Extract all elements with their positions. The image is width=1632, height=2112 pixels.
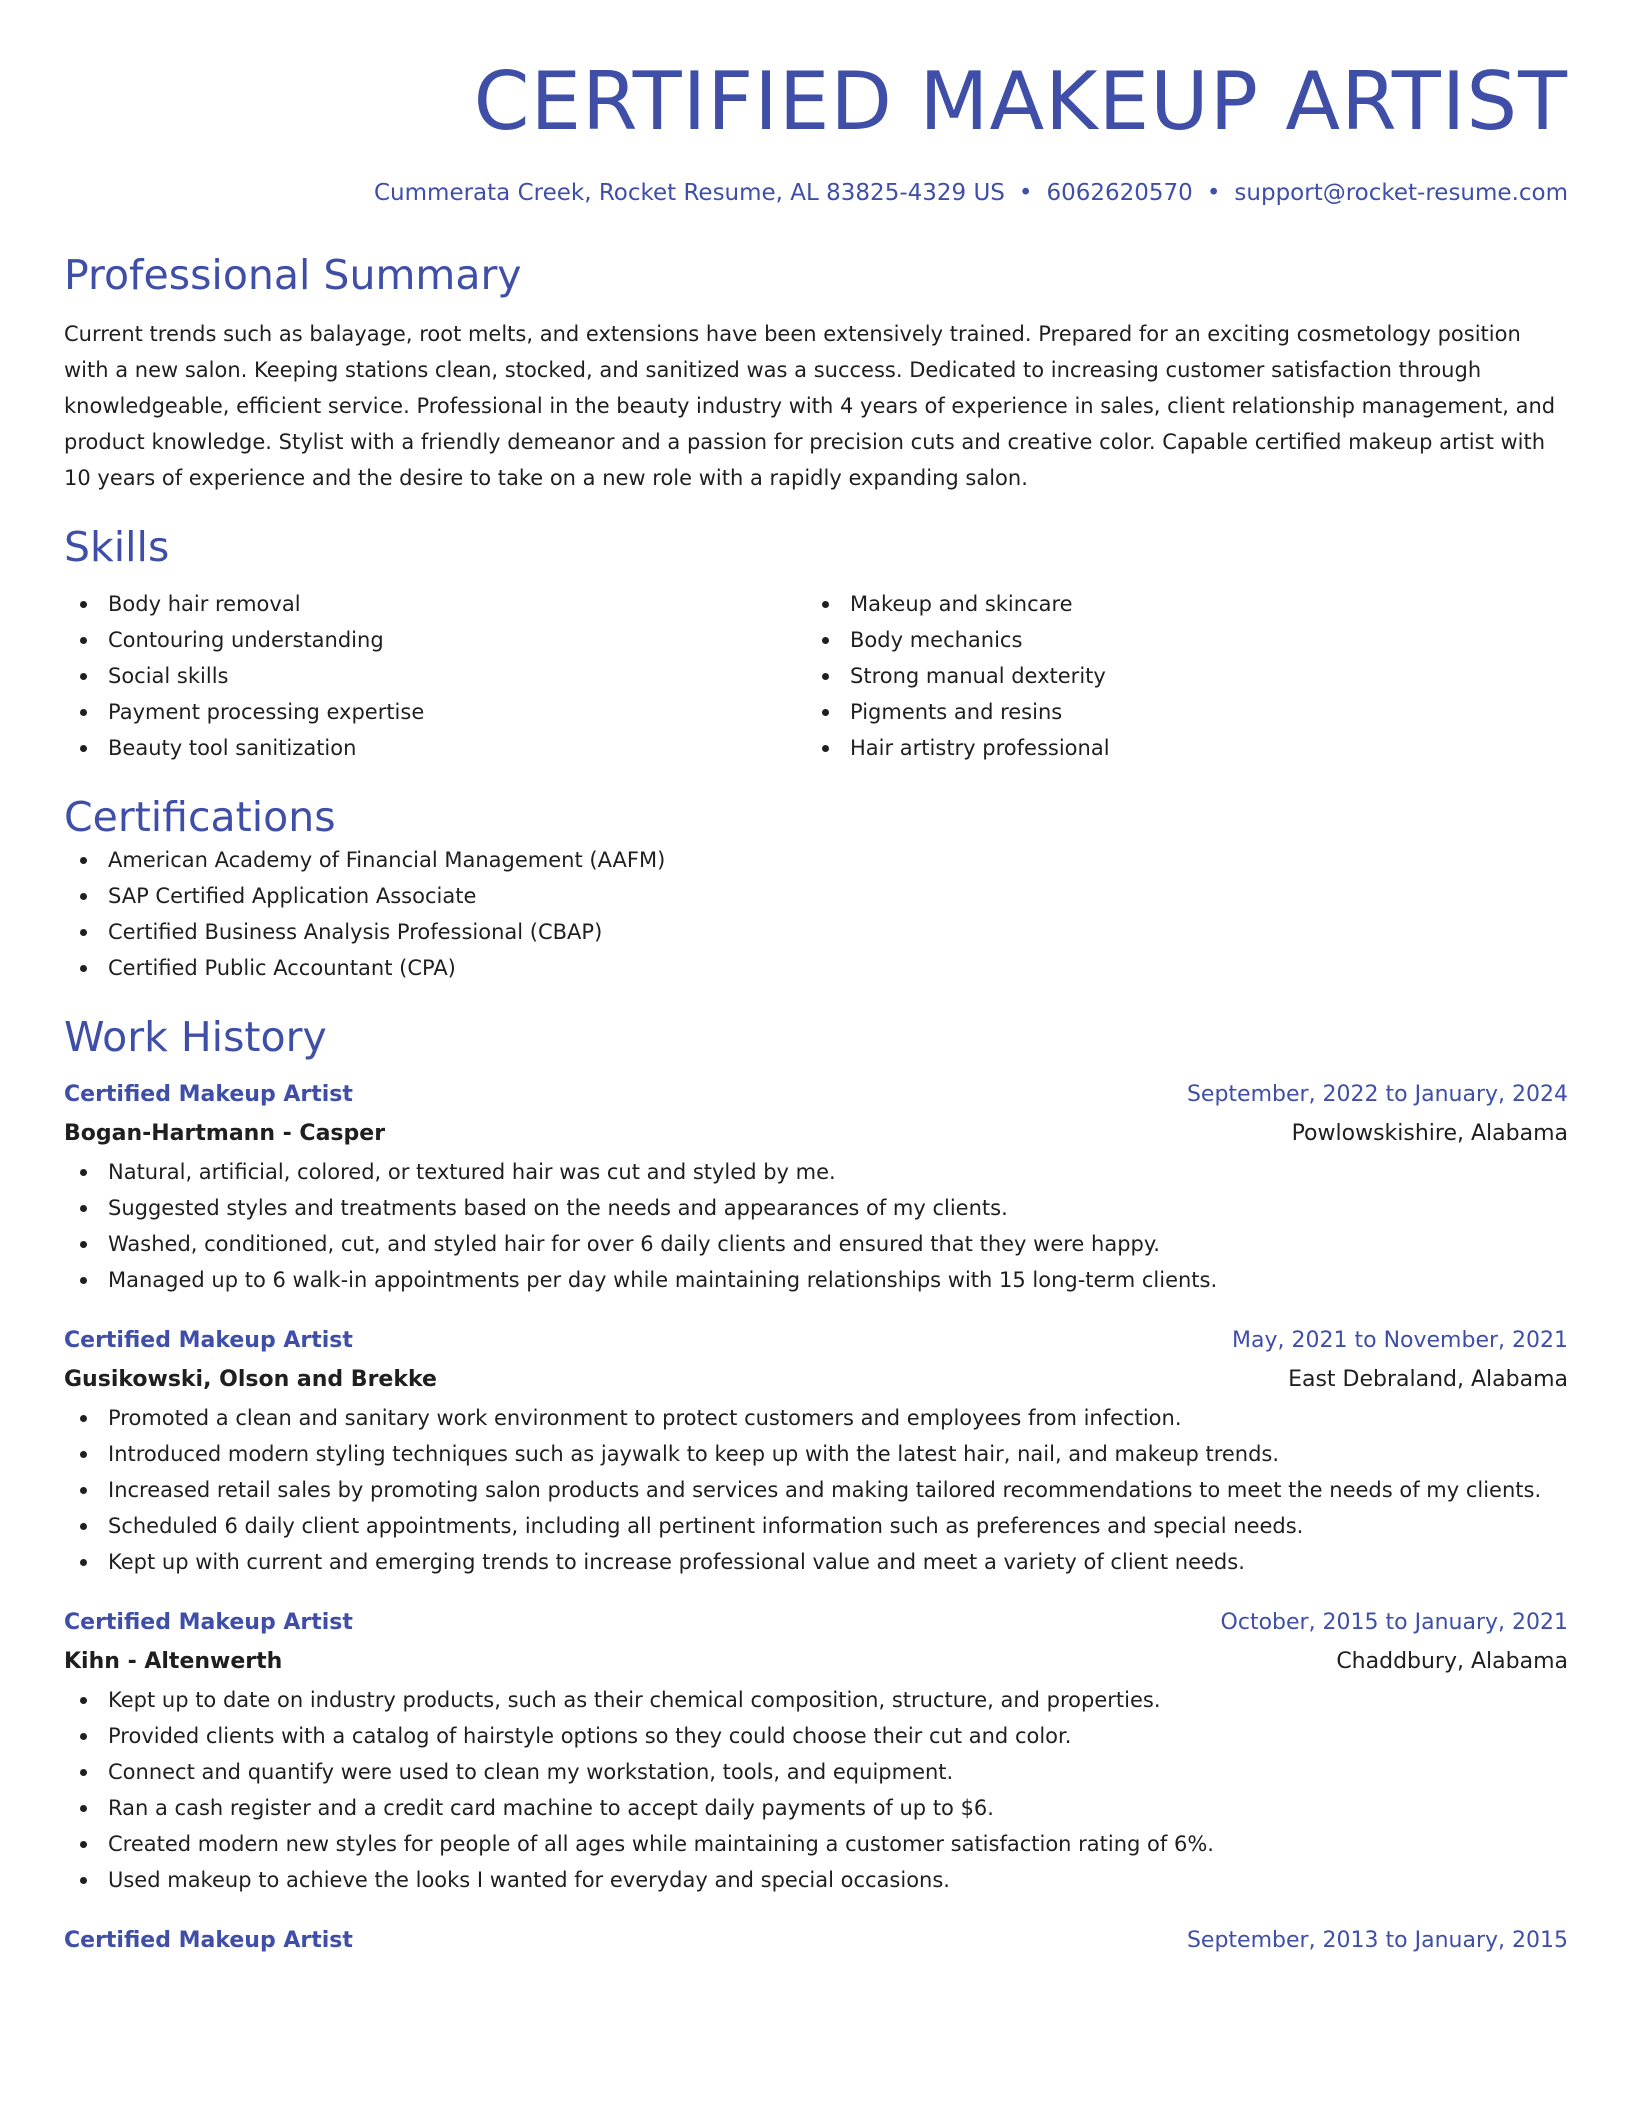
job-header-row <box>64 1922 1568 1960</box>
job-bullet: Washed, conditioned, cut, and styled hair for over 6 daily clients and ensured that they were happy. <box>64 1226 1568 1262</box>
job-header-row <box>64 1604 1568 1642</box>
section-title-skills: Skills <box>64 523 170 571</box>
section-title-certifications: Certifications <box>64 793 336 841</box>
job-bullet: Used makeup to achieve the looks I wanted for everyday and special occasions. <box>64 1862 1568 1898</box>
job-header-row <box>64 1076 1568 1114</box>
job-title: Certified Makeup Artist <box>64 1610 353 1635</box>
skill-item: Contouring understanding <box>64 622 806 658</box>
job-bullets <box>64 1682 1568 1898</box>
job-entry <box>64 1322 1568 1580</box>
job-title: Certified Makeup Artist <box>64 1082 353 1107</box>
job-dates: May, 2021 to November, 2021 <box>1232 1328 1568 1353</box>
contact-phone: 6062620570 <box>1046 180 1193 206</box>
skills-column-left <box>64 586 806 766</box>
skill-item: Strong manual dexterity <box>806 658 1548 694</box>
job-bullet: Introduced modern styling techniques such as jaywalk to keep up with the latest hair, nail, and makeup trends. <box>64 1436 1568 1472</box>
skill-item: Pigments and resins <box>806 694 1548 730</box>
job-dates: September, 2022 to January, 2024 <box>1186 1082 1568 1107</box>
job-bullet: Promoted a clean and sanitary work environment to protect customers and employees from infection. <box>64 1400 1568 1436</box>
job-bullets <box>64 1400 1568 1580</box>
job-location: Powlowskishire, Alabama <box>1291 1121 1568 1146</box>
certification-item: Certified Public Accountant (CPA) <box>64 950 1568 986</box>
skill-item: Social skills <box>64 658 806 694</box>
job-bullet: Natural, artificial, colored, or textured hair was cut and styled by me. <box>64 1154 1568 1190</box>
job-bullet: Connect and quantify were used to clean my workstation, tools, and equipment. <box>64 1754 1568 1790</box>
skills-grid <box>64 586 1568 766</box>
summary-text: Current trends such as balayage, root melts, and extensions have been extensively trained. Prepared for an exciting cosmetology position with a new salon. Keeping stations clean, stocked, and sanitized was a success. Dedicated to increasing customer satisfaction through knowledgeable, efficient service. Professional in the beauty industry with 4 years of experience in sales, client relationship management, and product knowledge. Stylist with a friendly demeanor and a passion for precision cuts and creative color. Capable certified makeup artist with 10 years of experience and the desire to take on a new role with a rapidly expanding salon. <box>64 322 1556 490</box>
job-company: Bogan-Hartmann - Casper <box>64 1121 386 1146</box>
job-company: Gusikowski, Olson and Brekke <box>64 1367 437 1392</box>
job-bullet: Kept up to date on industry products, such as their chemical composition, structure, and properties. <box>64 1682 1568 1718</box>
certification-item: Certified Business Analysis Professional (CBAP) <box>64 914 1568 950</box>
section-title-work-history: Work History <box>64 1013 327 1061</box>
skill-item: Body hair removal <box>64 586 806 622</box>
contact-separator: • <box>1206 180 1221 206</box>
certification-item: American Academy of Financial Management (AAFM) <box>64 842 1568 878</box>
skills-list-left <box>64 586 806 766</box>
job-bullet: Created modern new styles for people of all ages while maintaining a customer satisfaction rating of 6%. <box>64 1826 1568 1862</box>
job-title: Certified Makeup Artist <box>64 1328 353 1353</box>
job-location: East Debraland, Alabama <box>1288 1367 1568 1392</box>
job-entry <box>64 1604 1568 1898</box>
section-title-summary: Professional Summary <box>64 251 522 299</box>
skill-item: Payment processing expertise <box>64 694 806 730</box>
job-entry <box>64 1076 1568 1298</box>
job-bullets <box>64 1154 1568 1298</box>
job-dates: October, 2015 to January, 2021 <box>1220 1610 1568 1635</box>
resume-header <box>64 0 1568 208</box>
skills-list-right <box>806 586 1548 766</box>
skill-item: Hair artistry professional <box>806 730 1548 766</box>
contact-separator: • <box>1018 180 1033 206</box>
certifications-list <box>64 842 1568 986</box>
contact-line <box>64 178 1568 208</box>
contact-address: Cummerata Creek, Rocket Resume, AL 83825-4329 US <box>374 180 1005 206</box>
job-company: Kihn - Altenwerth <box>64 1649 283 1674</box>
job-bullet: Kept up with current and emerging trends to increase professional value and meet a variety of client needs. <box>64 1544 1568 1580</box>
job-bullet: Suggested styles and treatments based on the needs and appearances of my clients. <box>64 1190 1568 1226</box>
job-title: Certified Makeup Artist <box>64 1928 353 1953</box>
job-bullet: Scheduled 6 daily client appointments, including all pertinent information such as preferences and special needs. <box>64 1508 1568 1544</box>
contact-email[interactable]: support@rocket-resume.com <box>1234 180 1568 206</box>
resume-name: CERTIFIED MAKEUP ARTIST <box>473 55 1568 148</box>
job-company-row <box>64 1642 1568 1682</box>
skill-item: Body mechanics <box>806 622 1548 658</box>
skills-column-right <box>806 586 1548 766</box>
job-dates: September, 2013 to January, 2015 <box>1186 1928 1568 1953</box>
certification-item: SAP Certified Application Associate <box>64 878 1568 914</box>
job-bullet: Increased retail sales by promoting salon products and services and making tailored recommendations to meet the needs of my clients. <box>64 1472 1568 1508</box>
job-bullet: Ran a cash register and a credit card machine to accept daily payments of up to $6. <box>64 1790 1568 1826</box>
job-bullet: Provided clients with a catalog of hairstyle options so they could choose their cut and color. <box>64 1718 1568 1754</box>
job-entry <box>64 1922 1568 1960</box>
job-bullet: Managed up to 6 walk-in appointments per day while maintaining relationships with 15 long-term clients. <box>64 1262 1568 1298</box>
job-header-row <box>64 1322 1568 1360</box>
skill-item: Beauty tool sanitization <box>64 730 806 766</box>
job-location: Chaddbury, Alabama <box>1336 1649 1568 1674</box>
skill-item: Makeup and skincare <box>806 586 1548 622</box>
job-company-row <box>64 1360 1568 1400</box>
job-company-row <box>64 1114 1568 1154</box>
